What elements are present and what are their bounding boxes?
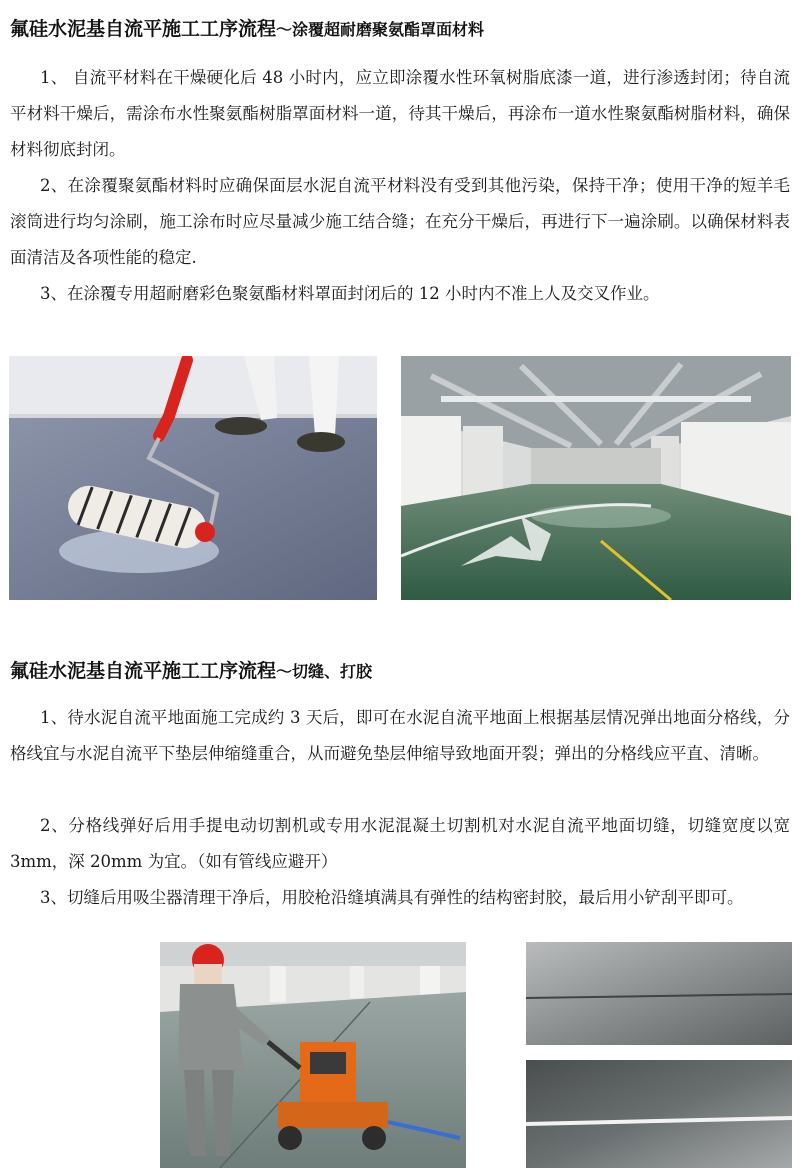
section2-title [10, 656, 372, 683]
section2-title-sub: ～切缝、打胶 [276, 662, 373, 681]
section2-paragraph-1: 1、待水泥自流平地面施工完成约 3 天后，即可在水泥自流平地面上根据基层情况弹出地面分格线，分格线宜与水泥自流平下垫层伸缩缝重合，从而避免垫层伸缩导致地面开裂；弹出的分格线应平直、清晰。 [10, 708, 790, 763]
section1-title [10, 14, 484, 41]
photo-parking-garage [401, 356, 791, 600]
section2-paragraph-2: 2、分格线弹好后用手提电动切割机或专用水泥混凝土切割机对水泥自流平地面切缝，切缝宽度以宽 3mm，深 20mm 为宜。（如有管线应避开） [10, 816, 790, 871]
section1-paragraph-3: 3、在涂覆专用超耐磨彩色聚氨酯材料罩面封闭后的 12 小时内不准上人及交叉作业。 [40, 284, 660, 303]
section2-paragraph-3: 3、切缝后用吸尘器清理干净后，用胶枪沿缝填满具有弹性的结构密封胶，最后用小铲刮平即可。 [40, 888, 744, 907]
section1-paragraph-2: 2、在涂覆聚氨酯材料时应确保面层水泥自流平材料没有受到其他污染，保持干净；使用干净的短羊毛滚筒进行均匀涂刷，施工涂布时应尽量减少施工结合缝；在充分干燥后，再进行下一遍涂刷。以确保材料表面清洁及各项性能的稳定. [10, 176, 790, 267]
section1-title-sub: ～涂覆超耐磨聚氨酯罩面材料 [276, 20, 485, 39]
photo-roller-coating [9, 356, 377, 600]
section1-title-main: 氟硅水泥基自流平施工工序流程 [10, 18, 277, 40]
photo-floor-cutting-worker [160, 942, 466, 1168]
photo-cut-seam-closeup [526, 942, 792, 1045]
photo-sealed-seam-closeup [526, 1060, 792, 1168]
section1-paragraph-1: 1、 自流平材料在干燥硬化后 48 小时内，应立即涂覆水性环氧树脂底漆一道，进行渗透封闭；待自流平材料干燥后，需涂布水性聚氨酯树脂罩面材料一道，待其干燥后，再涂布一道水性聚氨酯树脂材料，确保材料彻底封闭。 [10, 68, 790, 159]
section2-title-main: 氟硅水泥基自流平施工工序流程 [10, 660, 277, 682]
